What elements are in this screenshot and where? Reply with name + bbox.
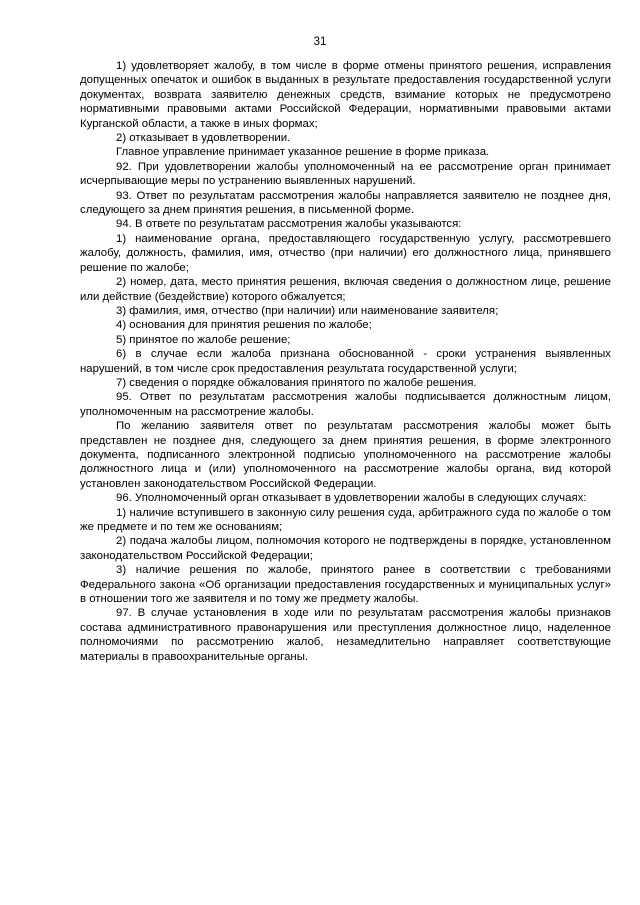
paragraph: 97. В случае установления в ходе или по результатам рассмотрения жалобы признаков состава административного правонарушения или преступления должностное лицо, наделенное полномочиями по рассмотрению жалоб, незамедлительно направляет соответствующие материалы в правоохранительные органы. [80,607,611,663]
paragraph: Главное управление принимает указанное решение в форме приказа. [116,146,490,159]
paragraph: 7) сведения о порядке обжалования принятого по жалобе решения. [116,376,477,389]
paragraph: По желанию заявителя ответ по результатам рассмотрения жалобы может быть представлен не позднее дня, следующего за днем принятия решения, в форме электронного документа, подписанного электронной подписью уполномоченного на рассмотрение жалобы должностного лица и (или) уполномоченного на рассмотрение жалобы органа, вид которой установлен законодательством Российской Федерации. [80,420,611,490]
paragraph: 3) фамилия, имя, отчество (при наличии) или наименование заявителя; [116,304,499,317]
paragraph: 6) в случае если жалоба признана обоснованной - сроки устранения выявленных нарушений, в том числе срок предоставления результата государственной услуги; [80,348,611,375]
paragraph: 1) удовлетворяет жалобу, в том числе в форме отмены принятого решения, исправления допущенных опечаток и ошибок в выданных в результате предоставления государственной услуги документах, возврата заявителю денежных средств, взимание которых не предусмотрено нормативными правовыми актами Российской Федерации, нормативными правовыми актами Курганской области, а также в иных формах; [80,60,611,130]
document-body [80,59,611,664]
paragraph: 95. Ответ по результатам рассмотрения жалобы подписывается должностным лицом, уполномоченным на рассмотрение жалобы. [80,391,611,418]
paragraph: 92. При удовлетворении жалобы уполномоченный на ее рассмотрение орган принимает исчерпывающие меры по устранению выявленных нарушений. [80,160,611,188]
paragraph: 3) наличие решения по жалобе, принятого ранее в соответствии с требованиями Федерального закона «Об организации предоставления государственных и муниципальных услуг» в отношении того же заявителя и по тому же предмету жалобы. [80,564,611,606]
paragraph: 96. Уполномоченный орган отказывает в удовлетворении жалобы в следующих случаях: [116,492,587,505]
paragraph: 2) отказывает в удовлетворении. [116,132,291,145]
paragraph: 5) принятое по жалобе решение; [116,333,291,346]
paragraph: 4) основания для принятия решения по жалобе; [116,319,372,332]
paragraph: 1) наличие вступившего в законную силу решения суда, арбитражного суда по жалобе о том же предмете и по тем же основаниям; [80,506,611,533]
paragraph: 94. В ответе по результатам рассмотрения жалобы указываются: [116,218,462,231]
paragraph: 2) подача жалобы лицом, полномочия которого не подтверждены в порядке, установленном законодательством Российской Федерации; [80,535,611,562]
page-number: 31 [313,36,327,48]
paragraph: 93. Ответ по результатам рассмотрения жалобы направляется заявителю не позднее дня, следующего за днем принятия решения, в письменной форме. [80,189,611,217]
paragraph: 2) номер, дата, место принятия решения, включая сведения о должностном лице, решение или действие (бездействие) которого обжалуется; [80,276,611,303]
paragraph: 1) наименование органа, предоставляющего государственную услугу, рассмотревшего жалобу, должность, фамилия, имя, отчество (при наличии) его должностного лица, принявшего решение по жалобе; [80,232,611,274]
